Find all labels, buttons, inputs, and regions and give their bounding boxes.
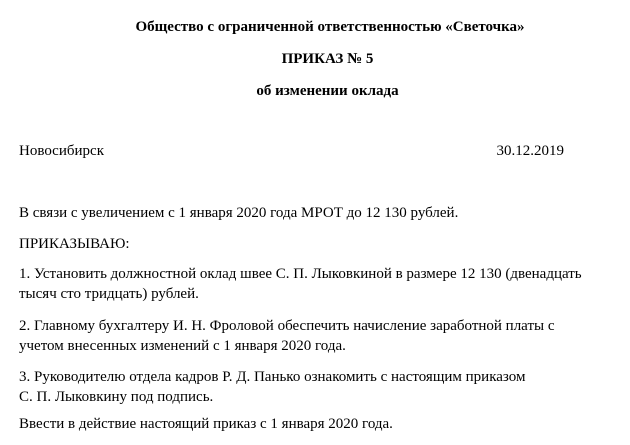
document-title: ПРИКАЗ № 5: [281, 51, 374, 67]
order-item-line: 2. Главному бухгалтеру И. Н. Фроловой обеспечить начисление заработной платы с: [19, 318, 555, 334]
order-item: [19, 367, 619, 407]
document-subtitle: об изменении оклада: [256, 83, 399, 99]
order-item-line: 1. Установить должностной оклад швее С. П. Лыковкиной в размере 12 130 (двенадцать: [19, 266, 582, 282]
order-item: [19, 316, 619, 356]
place-date-row: [19, 143, 564, 160]
organization-name: Общество с ограниченной ответственностью «Светочка»: [135, 19, 525, 35]
order-item-line: С. П. Лыковкину под подпись.: [19, 389, 214, 405]
city: Новосибирск: [19, 143, 104, 159]
document-date: 30.12.2019: [496, 143, 564, 159]
order-item: [19, 264, 619, 304]
intro-paragraph: В связи с увеличением с 1 января 2020 года МРОТ до 12 130 рублей.: [19, 205, 459, 221]
final-paragraph: Ввести в действие настоящий приказ с 1 января 2020 года.: [19, 416, 393, 432]
order-item-line: 3. Руководителю отдела кадров Р. Д. Панько ознакомить с настоящим приказом: [19, 369, 526, 385]
order-item-line: учетом внесенных изменений с 1 января 2020 года.: [19, 338, 346, 354]
order-word: ПРИКАЗЫВАЮ:: [19, 236, 130, 252]
order-item-line: тысяч сто тридцать) рублей.: [19, 286, 199, 302]
